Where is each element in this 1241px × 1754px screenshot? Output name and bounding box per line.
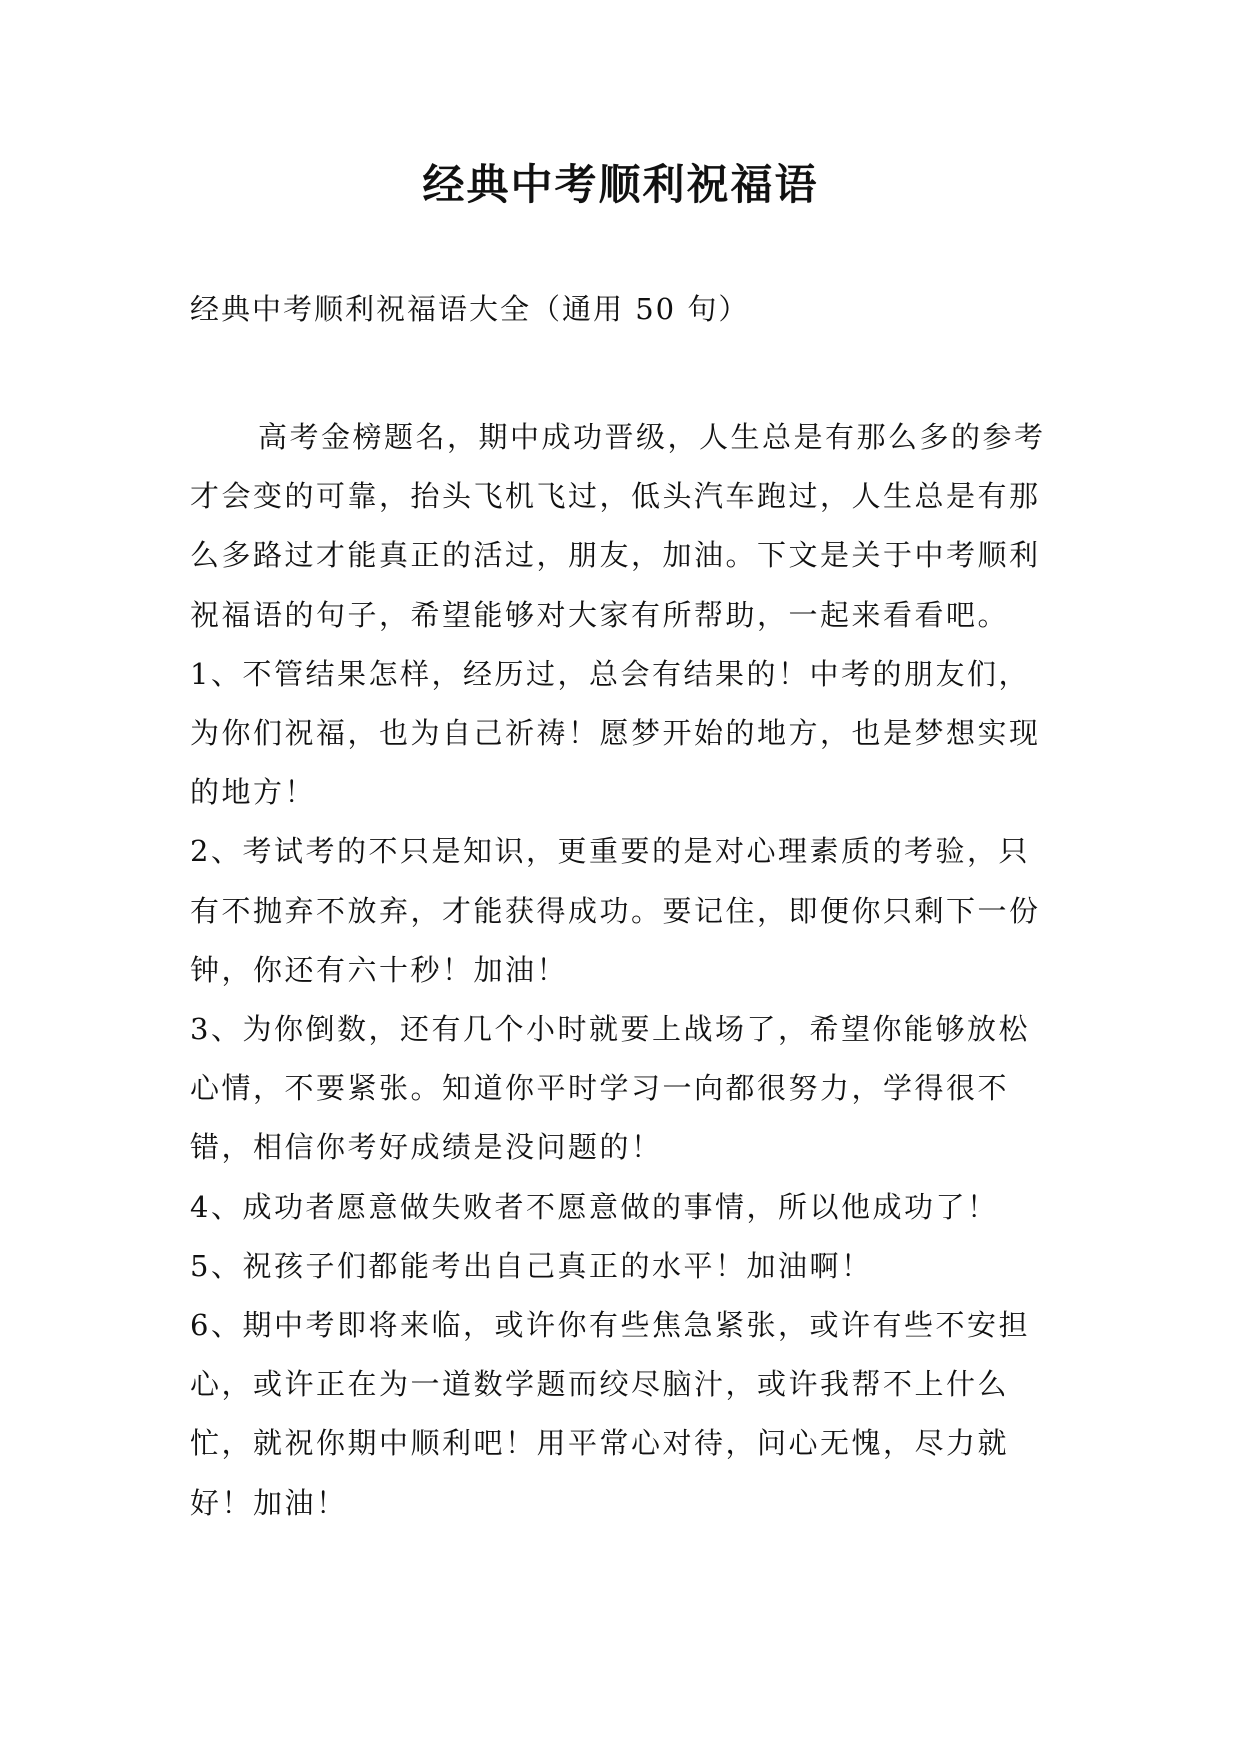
- document-subtitle: 经典中考顺利祝福语大全（通用 50 句）: [190, 292, 750, 326]
- list-item: 5、祝孩子们都能考出自己真正的水平！加油啊！: [190, 1248, 873, 1283]
- list-item: 6、期中考即将来临，或许你有些焦急紧张，或许有些不安担心，或许正在为一道数学题而绞尽脑汁，或许我帮不上什么忙，就祝你期中顺利吧！用平常心对待，问心无愧，尽力就好！加油！: [190, 1308, 1030, 1520]
- document-body: [190, 408, 1060, 1533]
- list-item: 1、不管结果怎样，经历过，总会有结果的！中考的朋友们，为你们祝福，也为自己祈祷！愿梦开始的地方，也是梦想实现的地方！: [190, 656, 1041, 810]
- document-title: 经典中考顺利祝福语: [422, 160, 819, 209]
- intro-paragraph: 高考金榜题名，期中成功晋级，人生总是有那么多的参考才会变的可靠，抬头飞机飞过，低头汽车跑过，人生总是有那么多路过才能真正的活过，朋友，加油。下文是关于中考顺利祝福语的句子，希望能够对大家有所帮助，一起来看看吧。: [190, 420, 1046, 632]
- list-item: 2、考试考的不只是知识，更重要的是对心理素质的考验，只有不抛弃不放弃，才能获得成功。要记住，即便你只剩下一份钟，你还有六十秒！加油！: [190, 834, 1041, 987]
- list-item: 3、为你倒数，还有几个小时就要上战场了，希望你能够放松心情，不要紧张。知道你平时学习一向都很努力，学得很不错，相信你考好成绩是没问题的！: [190, 1012, 1030, 1165]
- list-item: 4、成功者愿意做失败者不愿意做的事情，所以他成功了！: [190, 1189, 999, 1224]
